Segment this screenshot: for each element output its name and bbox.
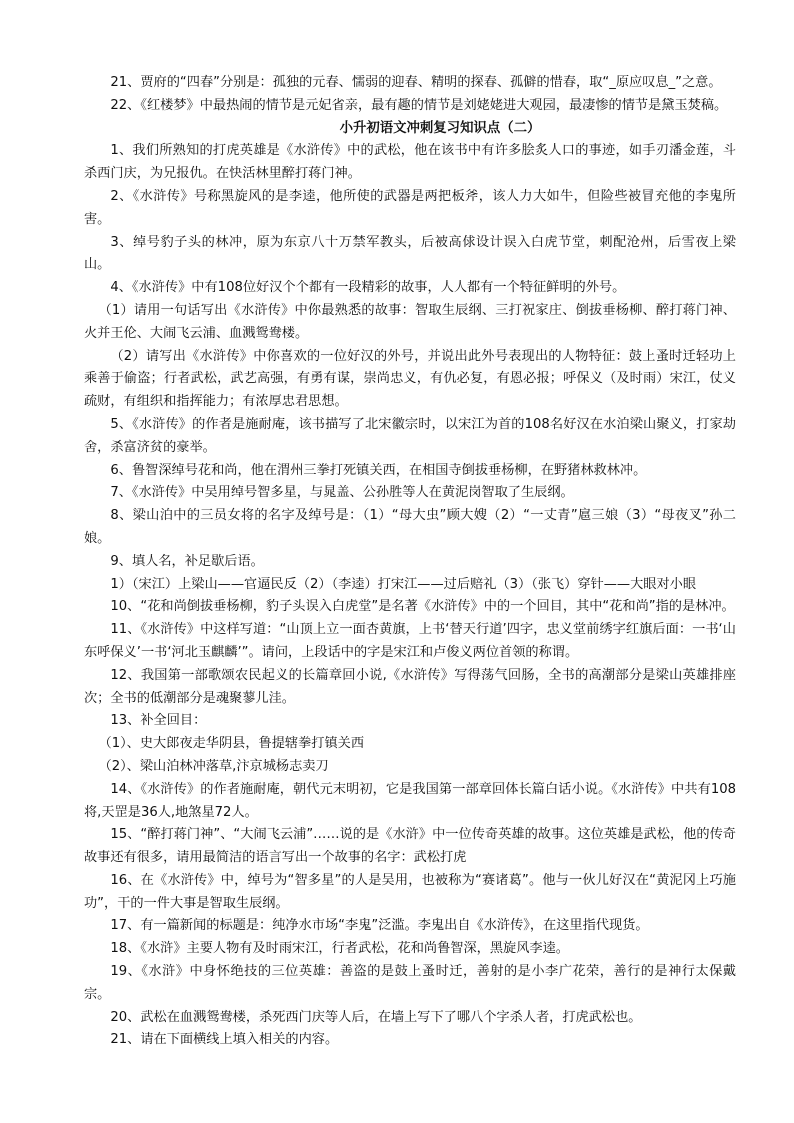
paragraph-18: 18、《水浒》主要人物有及时雨宋江，行者武松，花和尚鲁智深，黑旋风李逵。 bbox=[110, 941, 569, 957]
paragraph-17: 17、有一篇新闻的标题是：纯净水市场“李鬼”泛滥。李鬼出自《水浒传》，在这里指代现货。 bbox=[110, 918, 649, 934]
paragraph-2: 2、《水浒传》号称黑旋风的是李逵，他所使的武器是两把板斧，该人力大如牛，但险些被冒充他的李鬼所害。 bbox=[84, 188, 736, 227]
paragraph-6: 6、鲁智深绰号花和尚，他在渭州三拳打死镇关西，在相国寺倒拔垂杨柳，在野猪林救林冲。 bbox=[110, 462, 647, 478]
paragraph-16: 16、在《水浒传》中，绰号为“智多星”的人是吴用，也被称为“赛诸葛”。他与一伙儿好汉在“黄泥冈上巧施功”，干的一件大事是智取生辰纲。 bbox=[84, 872, 736, 911]
paragraph-7: 7、《水浒传》中吴用绰号智多星，与晁盖、公孙胜等人在黄泥岗智取了生辰纲。 bbox=[110, 485, 574, 501]
paragraph-12: 12、我国第一部歌颂农民起义的长篇章回小说,《水浒传》写得荡气回肠，全书的高潮部分是梁山英雄排座次；全书的低潮部分是魂聚蓼儿洼。 bbox=[84, 667, 736, 706]
paragraph-1: 1、我们所熟知的打虎英雄是《水浒传》中的武松，他在该书中有许多脍炙人口的事迹，如手刃潘金莲，斗杀西门庆，为兄报仇。在快活林里醉打蒋门神。 bbox=[84, 143, 736, 182]
paragraph-13: 13、补全回目： bbox=[110, 713, 207, 729]
paragraph-8: 8、梁山泊中的三员女将的名字及绰号是：（1）“母大虫”顾大嫂（2）“一丈青”扈三娘（3）“母夜叉”孙二娘。 bbox=[84, 508, 736, 546]
paragraph-13-1: （1）、史大郎夜走华阴县，鲁提辖拳打镇关西 bbox=[98, 736, 365, 752]
paragraph-pre-22: 22、《红楼梦》中最热闹的情节是元妃省亲，最有趣的情节是刘姥姥进大观园，最凄惨的情节是黛玉焚稿。 bbox=[110, 97, 728, 113]
paragraph-11: 11、《水浒传》中这样写道：“山顶上立一面杏黄旗，上书‘替天行道’四字，忠义堂前绣字红旗后面：一书‘山东呼保义’一书‘河北玉麒麟’”。请问，上段话中的字是宋江和卢俊义两位首领的称谓。 bbox=[84, 622, 736, 660]
paragraph-4-1: （1）请用一句话写出《水浒传》中你最熟悉的故事：智取生辰纲、三打祝家庄、倒拔垂杨柳、醉打蒋门神、火并王伦、大闹飞云浦、血溅鸳鸯楼。 bbox=[84, 302, 736, 341]
paragraph-4: 4、《水浒传》中有108位好汉个个都有一段精彩的故事，人人都有一个特征鲜明的外号。 bbox=[110, 280, 626, 296]
paragraph-9-answers: 1）（宋江）上梁山——官逼民反（2）（李逵）打宋江——过后赔礼（3）（张飞）穿针——大眼对小眼 bbox=[110, 576, 697, 592]
paragraph-4-2: （2）请写出《水浒传》中你喜欢的一位好汉的外号，并说出此外号表现出的人物特征：鼓上蚤时迁轻功上乘善于偷盗；行者武松，武艺高强，有勇有谋，崇尚忠义，有仇必复，有恩必报；呼保义（及时雨）宋江，仗义疏财，有组织和指挥能力；有浓厚忠君思想。 bbox=[84, 348, 736, 410]
paragraph-pre-21: 21、贾府的“四春”分别是：孤独的元春、懦弱的迎春、精明的探春、孤僻的惜春，取“_原应叹息_”之意。 bbox=[110, 75, 722, 90]
paragraph-20: 20、武松在血溅鸳鸯楼，杀死西门庆等人后，在墙上写下了哪八个字杀人者，打虎武松也。 bbox=[110, 1009, 642, 1025]
paragraph-15: 15、“醉打蒋门神”、“大闹飞云浦”……说的是《水浒》中一位传奇英雄的故事。这位英雄是武松，他的传奇故事还有很多，请用最简洁的语言写出一个故事的名字：武松打虎 bbox=[84, 827, 736, 866]
paragraph-10: 10、“花和尚倒拔垂杨柳，豹子头误入白虎堂”是名著《水浒传》中的一个回目，其中“花和尚”指的是林冲。 bbox=[110, 599, 735, 615]
paragraph-21: 21、请在下面横线上填入相关的内容。 bbox=[110, 1032, 339, 1048]
paragraph-19: 19、《水浒》中身怀绝技的三位英雄：善盗的是鼓上蚤时迁，善射的是小李广花荣，善行的是神行太保戴宗。 bbox=[84, 964, 736, 1002]
paragraph-5: 5、《水浒传》的作者是施耐庵，该书描写了北宋徽宗时，以宋江为首的108名好汉在水泊梁山聚义，打家劫舍，杀富济贫的豪举。 bbox=[84, 416, 736, 455]
paragraph-9: 9、填人名，补足歇后语。 bbox=[110, 553, 264, 569]
section-title: 小升初语文冲刺复习知识点（二） bbox=[339, 120, 541, 136]
paragraph-14: 14、《水浒传》的作者施耐庵，朝代元末明初，它是我国第一部章回体长篇白话小说。《水浒传》中共有108将,天罡是36人,地煞星72人。 bbox=[84, 781, 736, 820]
paragraph-3: 3、绰号豹子头的林冲，原为东京八十万禁军教头，后被高俅设计误入白虎节堂，刺配沧州，后雪夜上梁山。 bbox=[84, 234, 736, 273]
paragraph-13-2: （2）、梁山泊林冲落草,汴京城杨志卖刀 bbox=[98, 758, 329, 774]
